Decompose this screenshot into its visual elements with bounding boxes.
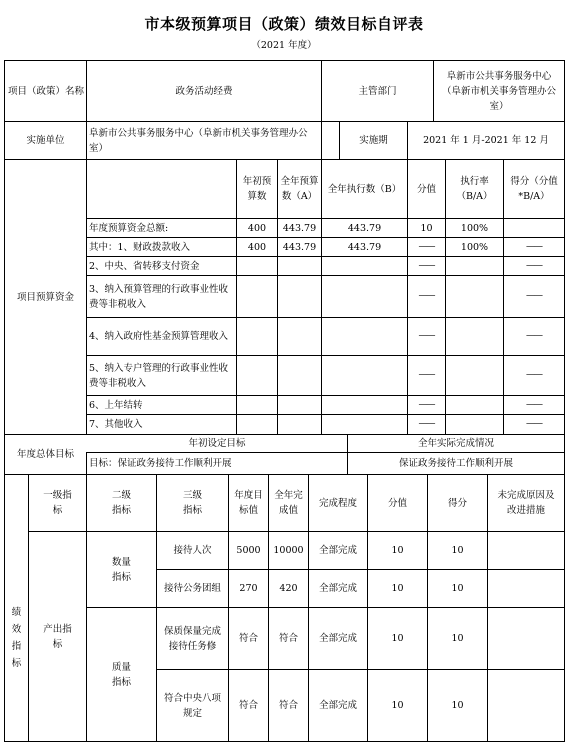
header-score: 得分（分值*B/A） bbox=[510, 176, 558, 202]
level1-output: 产出指标 bbox=[43, 623, 72, 650]
page-subtitle: （2021 年度） bbox=[251, 40, 317, 51]
indicator-cell-level3: 接待人次 bbox=[173, 545, 212, 556]
dept-value: 阜新市公共事务服务中心（阜新市机关事务管理办公室） bbox=[441, 70, 556, 112]
budget-cell-score: —— bbox=[526, 241, 542, 252]
indicator-section-char: 效 bbox=[11, 624, 22, 635]
indicator-cell-actual: 符合 bbox=[278, 633, 298, 644]
budget-cell-label: 3、纳入预算管理的行政事业性收费等非税收入 bbox=[89, 283, 229, 310]
indicator-cell-level3: 保质保量完成接待任务修 bbox=[163, 625, 221, 652]
header-reason: 未完成原因及改进措施 bbox=[497, 490, 555, 516]
indicator-cell-degree: 全部完成 bbox=[318, 700, 357, 711]
evaluation-table bbox=[0, 60, 568, 742]
project-name-value: 政务活动经费 bbox=[175, 85, 233, 97]
period-label: 实施期 bbox=[359, 135, 388, 146]
budget-cell-score: —— bbox=[526, 331, 542, 341]
header-initial-budget: 年初预算数 bbox=[242, 176, 272, 202]
budget-cell-annual bbox=[278, 257, 321, 275]
header-annual-budget: 全年预算数（A） bbox=[280, 176, 319, 202]
level2-quality: 质量指标 bbox=[111, 661, 131, 688]
budget-cell-initial bbox=[237, 415, 277, 434]
indicator-cell-target: 符合 bbox=[238, 633, 258, 644]
header-target: 年度目标值 bbox=[234, 490, 263, 516]
budget-cell-score-value: —— bbox=[418, 331, 435, 341]
budget-cell-executed bbox=[322, 257, 407, 275]
budget-cell-initial bbox=[237, 257, 277, 275]
header-executed: 全年执行数（B） bbox=[327, 183, 402, 195]
budget-cell-initial bbox=[237, 318, 277, 355]
budget-cell-rate: 100% bbox=[460, 222, 489, 234]
budget-cell-executed bbox=[322, 356, 407, 395]
budget-cell-score-value: —— bbox=[418, 260, 435, 271]
budget-cell-label: 2、中央、省转移支付资金 bbox=[89, 260, 200, 272]
unit-label: 实施单位 bbox=[26, 135, 65, 146]
budget-cell-score: —— bbox=[526, 370, 542, 380]
budget-cell-score-value: —— bbox=[418, 291, 435, 301]
planned-goal-header: 年初设定目标 bbox=[188, 438, 246, 449]
budget-cell-executed bbox=[322, 276, 407, 317]
indicator-cell-reason bbox=[488, 532, 564, 569]
budget-cell-rate bbox=[446, 415, 503, 434]
indicator-cell-degree: 全部完成 bbox=[318, 633, 357, 644]
budget-cell-executed bbox=[322, 396, 407, 414]
indicator-cell-score-value: 10 bbox=[391, 700, 404, 711]
budget-cell-label: 其中：1、财政拨款收入 bbox=[89, 241, 191, 253]
header-degree: 完成程度 bbox=[318, 497, 357, 509]
budget-cell-annual bbox=[278, 276, 321, 317]
budget-cell-annual bbox=[278, 396, 321, 414]
budget-cell-executed: 443.79 bbox=[347, 222, 382, 234]
budget-cell-score: —— bbox=[526, 291, 542, 301]
header-indicator-score: 得分 bbox=[447, 497, 467, 509]
project-name-label: 项目（政策）名称 bbox=[8, 85, 85, 97]
indicator-cell-reason bbox=[488, 570, 564, 607]
unit-value: 阜新市公共事务服务中心（阜新市机关事务管理办公室） bbox=[89, 127, 308, 154]
header-score-value: 分值 bbox=[416, 183, 436, 195]
indicator-cell-actual: 420 bbox=[279, 583, 298, 594]
budget-cell-rate bbox=[446, 276, 503, 317]
indicator-cell-score: 10 bbox=[451, 700, 464, 711]
indicator-cell-score: 10 bbox=[451, 633, 464, 644]
indicator-cell-level3: 符合中央八项规定 bbox=[163, 692, 221, 719]
indicator-section-label bbox=[5, 475, 28, 741]
indicator-cell-score: 10 bbox=[451, 545, 464, 556]
indicator-section-char: 绩 bbox=[11, 607, 22, 618]
actual-goal-header: 全年实际完成情况 bbox=[417, 438, 494, 449]
dept-label: 主管部门 bbox=[358, 85, 397, 97]
indicator-section-char: 标 bbox=[11, 658, 22, 669]
budget-cell-initial bbox=[237, 276, 277, 317]
budget-cell-score-value: 10 bbox=[420, 222, 433, 234]
indicator-cell-target: 270 bbox=[239, 583, 258, 594]
indicator-cell-score: 10 bbox=[451, 583, 464, 594]
budget-cell-initial bbox=[237, 356, 277, 395]
indicator-cell-score-value: 10 bbox=[391, 633, 404, 644]
budget-cell-rate bbox=[446, 318, 503, 355]
planned-goal-value: 目标：保证政务接待工作顺利开展 bbox=[89, 458, 232, 469]
budget-cell-label: 年度预算资金总额: bbox=[89, 222, 169, 234]
budget-cell-annual: 443.79 bbox=[282, 222, 317, 234]
header-execution-rate: 执行率（B/A） bbox=[456, 176, 493, 202]
budget-cell-score: —— bbox=[526, 260, 542, 271]
budget-cell-executed bbox=[322, 318, 407, 355]
budget-cell-label: 6、上年结转 bbox=[89, 399, 143, 411]
budget-cell-score bbox=[504, 219, 564, 237]
budget-cell-annual bbox=[278, 318, 321, 355]
header-indicator-score-value: 分值 bbox=[387, 497, 407, 509]
budget-cell-score: —— bbox=[526, 419, 542, 429]
indicator-section-char: 指 bbox=[11, 641, 22, 652]
budget-cell-annual bbox=[278, 415, 321, 434]
level2-quantity: 数量指标 bbox=[111, 556, 131, 583]
budget-cell-score: —— bbox=[526, 399, 542, 410]
header-level1: 一级指标 bbox=[43, 490, 72, 516]
indicator-cell-actual: 10000 bbox=[273, 545, 304, 556]
budget-cell-score-value: —— bbox=[418, 419, 435, 429]
budget-cell-rate bbox=[446, 356, 503, 395]
budget-cell-label: 5、纳入专户管理的行政事业性收费等非税收入 bbox=[89, 362, 229, 389]
header-level2: 二级指标 bbox=[111, 490, 131, 516]
budget-cell-initial: 400 bbox=[247, 222, 267, 234]
indicator-cell-degree: 全部完成 bbox=[318, 583, 357, 594]
budget-cell-score-value: —— bbox=[418, 370, 435, 380]
budget-cell-executed: 443.79 bbox=[347, 241, 382, 253]
budget-cell-label: 4、纳入政府性基金预算管理收入 bbox=[89, 331, 229, 342]
annual-goal-label: 年度总体目标 bbox=[16, 449, 74, 460]
budget-cell-initial: 400 bbox=[247, 241, 267, 253]
indicator-cell-score-value: 10 bbox=[391, 583, 404, 594]
budget-cell-initial bbox=[237, 396, 277, 414]
indicator-cell-reason bbox=[488, 608, 564, 669]
budget-cell-annual bbox=[278, 356, 321, 395]
budget-cell-annual: 443.79 bbox=[282, 241, 317, 253]
indicator-cell-level3: 接待公务团组 bbox=[163, 583, 221, 594]
indicator-cell-target: 5000 bbox=[236, 545, 261, 556]
budget-cell-rate bbox=[446, 257, 503, 275]
indicator-cell-reason bbox=[488, 670, 564, 741]
header-level3: 三级指标 bbox=[182, 490, 202, 516]
budget-cell-score-value: —— bbox=[418, 399, 435, 410]
indicator-cell-score-value: 10 bbox=[391, 545, 404, 556]
indicator-cell-actual: 符合 bbox=[278, 700, 298, 711]
actual-goal-value: 保证政务接待工作顺利开展 bbox=[398, 458, 513, 469]
indicator-cell-target: 符合 bbox=[238, 700, 258, 711]
budget-cell-score-value: —— bbox=[418, 241, 435, 252]
period-value: 2021 年 1 月-2021 年 12 月 bbox=[423, 135, 549, 146]
budget-cell-rate: 100% bbox=[460, 241, 489, 253]
budget-cell-rate bbox=[446, 396, 503, 414]
budget-cell-executed bbox=[322, 415, 407, 434]
budget-section-label: 项目预算资金 bbox=[16, 291, 74, 303]
indicator-cell-degree: 全部完成 bbox=[318, 545, 357, 556]
page-title: 市本级预算项目（政策）绩效目标自评表 bbox=[144, 15, 424, 33]
header-actual: 全年完成值 bbox=[274, 490, 303, 516]
budget-cell-label: 7、其他收入 bbox=[89, 419, 143, 430]
